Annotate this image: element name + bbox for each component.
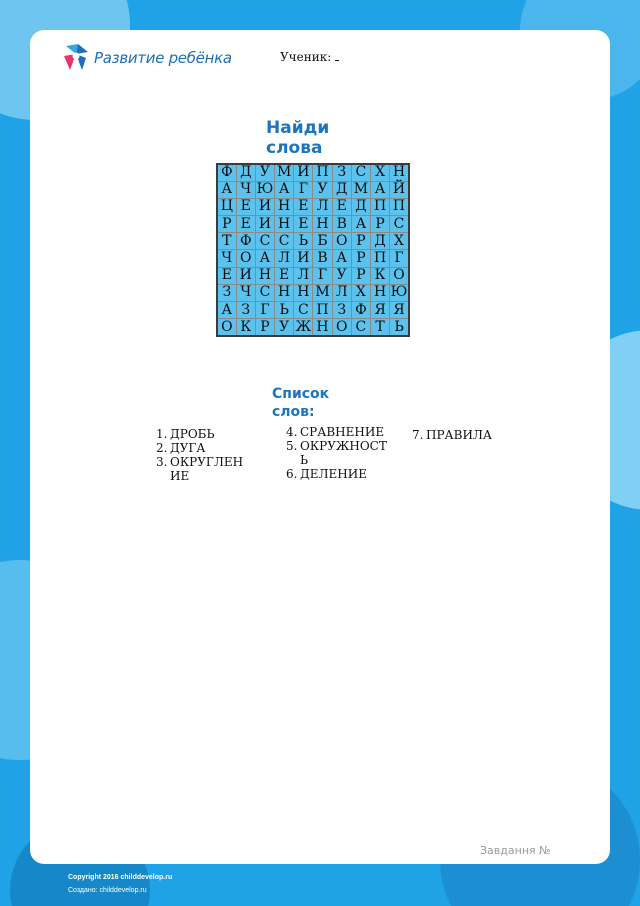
grid-cell[interactable]: А <box>351 216 370 233</box>
grid-cell[interactable]: А <box>217 181 236 198</box>
grid-cell[interactable]: Г <box>294 181 313 198</box>
grid-cell[interactable]: Ч <box>236 284 255 301</box>
grid-row <box>217 284 409 301</box>
puzzle-title: Найди слова <box>266 118 330 158</box>
student-name-input[interactable] <box>335 60 339 61</box>
grid-row <box>217 250 409 267</box>
grid-cell[interactable]: Р <box>351 267 370 284</box>
grid-cell[interactable]: О <box>332 319 351 336</box>
grid-cell[interactable]: Б <box>313 233 332 250</box>
grid-cell[interactable]: Я <box>390 302 409 319</box>
grid-cell[interactable]: Н <box>275 284 294 301</box>
grid-cell[interactable]: В <box>313 250 332 267</box>
grid-cell[interactable]: Ц <box>217 198 236 215</box>
grid-cell[interactable]: С <box>390 216 409 233</box>
grid-cell[interactable]: Ч <box>217 250 236 267</box>
grid-row <box>217 181 409 198</box>
grid-cell[interactable]: Е <box>275 267 294 284</box>
word-list-item <box>156 441 252 455</box>
grid-cell[interactable]: П <box>371 198 390 215</box>
grid-cell[interactable]: З <box>217 284 236 301</box>
grid-cell[interactable]: У <box>275 319 294 336</box>
grid-cell[interactable]: З <box>332 302 351 319</box>
grid-cell[interactable]: Г <box>255 302 274 319</box>
grid-cell[interactable]: Н <box>275 198 294 215</box>
word-text: ДЕЛЕНИЕ <box>300 467 367 481</box>
grid-cell[interactable]: П <box>390 198 409 215</box>
grid-cell[interactable]: Д <box>351 198 370 215</box>
grid-cell[interactable]: Р <box>217 216 236 233</box>
grid-cell[interactable]: У <box>313 181 332 198</box>
word-text: ДУГА <box>170 441 206 455</box>
grid-cell[interactable]: Х <box>371 164 390 181</box>
word-number: 2. <box>156 441 168 455</box>
grid-cell[interactable]: А <box>332 250 351 267</box>
student-field <box>280 50 339 64</box>
grid-row <box>217 216 409 233</box>
grid-cell[interactable]: Д <box>236 164 255 181</box>
grid-cell[interactable]: И <box>294 164 313 181</box>
grid-row <box>217 319 409 336</box>
star-logo-icon <box>62 44 90 72</box>
word-number: 6. <box>286 467 298 481</box>
grid-cell[interactable]: Х <box>351 284 370 301</box>
grid-cell[interactable]: Ь <box>294 233 313 250</box>
word-number: 3. <box>156 455 168 469</box>
grid-cell[interactable]: Л <box>332 284 351 301</box>
grid-cell[interactable]: Н <box>275 216 294 233</box>
word-text: ОКРУГЛЕНИЕ <box>170 455 244 483</box>
word-list-title: Список слов: <box>272 386 330 420</box>
word-list-item <box>286 467 390 481</box>
grid-cell[interactable]: Р <box>351 233 370 250</box>
grid-cell[interactable]: Ф <box>236 233 255 250</box>
grid-cell[interactable]: П <box>313 302 332 319</box>
word-search-grid <box>216 163 410 337</box>
word-list-item <box>156 427 252 441</box>
word-list-column-1 <box>156 427 252 483</box>
grid-cell[interactable]: Ч <box>236 181 255 198</box>
grid-cell[interactable]: С <box>351 164 370 181</box>
grid-cell[interactable]: Ж <box>295 318 312 335</box>
grid-cell[interactable]: Ф <box>217 164 236 181</box>
grid-cell[interactable]: М <box>275 164 294 181</box>
grid-cell[interactable]: К <box>236 319 255 336</box>
grid-cell[interactable]: А <box>371 181 390 198</box>
grid-cell[interactable]: Н <box>371 284 390 301</box>
grid-cell[interactable]: П <box>371 250 390 267</box>
grid-cell[interactable]: Л <box>313 198 332 215</box>
grid-cell[interactable]: С <box>275 233 294 250</box>
word-number: 5. <box>286 439 298 453</box>
grid-cell[interactable]: И <box>294 250 313 267</box>
word-list-item <box>156 455 252 483</box>
grid-cell[interactable]: Т <box>371 319 390 336</box>
grid-cell[interactable]: Ю <box>256 181 274 198</box>
word-number: 4. <box>286 425 298 439</box>
grid-row <box>217 267 409 284</box>
word-number: 7. <box>412 428 424 442</box>
grid-cell[interactable]: Н <box>313 216 332 233</box>
grid-row <box>217 233 409 250</box>
grid-cell[interactable]: Х <box>390 233 409 250</box>
grid-cell[interactable]: З <box>236 302 255 319</box>
grid-cell[interactable]: О <box>390 267 409 284</box>
grid-cell[interactable]: Е <box>236 216 255 233</box>
grid-row <box>217 198 409 215</box>
grid-cell[interactable]: У <box>255 164 274 181</box>
grid-cell[interactable]: М <box>313 284 332 301</box>
grid-cell[interactable]: И <box>255 198 274 215</box>
grid-cell[interactable]: Е <box>217 267 236 284</box>
grid-cell[interactable]: О <box>332 233 351 250</box>
grid-cell[interactable]: Я <box>371 302 390 319</box>
logo-text: Развитие ребёнка <box>94 49 232 67</box>
grid-cell[interactable]: Л <box>294 267 313 284</box>
word-number: 1. <box>156 427 168 441</box>
grid-cell[interactable]: С <box>255 233 274 250</box>
word-list-column-3 <box>412 428 498 442</box>
grid-cell[interactable]: Н <box>255 267 274 284</box>
grid-cell[interactable]: А <box>275 181 294 198</box>
grid-cell[interactable]: Р <box>351 250 370 267</box>
grid-cell[interactable]: Л <box>275 250 294 267</box>
word-text: ОКРУЖНОСТЬ <box>300 439 387 467</box>
grid-cell[interactable]: Т <box>217 233 236 250</box>
grid-cell[interactable]: Р <box>255 319 274 336</box>
word-text: ДРОБЬ <box>170 427 215 441</box>
grid-cell[interactable]: Н <box>390 164 409 181</box>
word-list-item <box>286 439 390 467</box>
grid-cell[interactable]: И <box>236 267 255 284</box>
grid-cell[interactable]: А <box>217 302 236 319</box>
grid-cell[interactable]: К <box>371 267 390 284</box>
grid-cell[interactable]: А <box>255 250 274 267</box>
grid-cell[interactable]: Ф <box>351 302 370 319</box>
student-label: Ученик: <box>280 50 332 64</box>
grid-cell[interactable]: Е <box>332 198 351 215</box>
grid-cell[interactable]: Д <box>371 233 390 250</box>
task-number-label: Завдання № <box>480 844 551 857</box>
grid-cell[interactable]: И <box>255 216 274 233</box>
created-by-text: Создано: childdevelop.ru <box>68 887 147 894</box>
grid-cell[interactable]: Ю <box>390 284 408 301</box>
grid-cell[interactable]: З <box>332 164 351 181</box>
grid-cell[interactable]: Ь <box>390 319 409 336</box>
grid-cell[interactable]: Г <box>313 267 332 284</box>
grid-cell[interactable]: П <box>313 164 332 181</box>
word-list-item <box>286 425 390 439</box>
word-list-item <box>412 428 498 442</box>
grid-cell[interactable]: Е <box>294 198 313 215</box>
grid-cell[interactable]: С <box>294 302 313 319</box>
grid-cell[interactable]: Н <box>313 319 332 336</box>
word-text: СРАВНЕНИЕ <box>300 425 385 439</box>
grid-cell[interactable]: Н <box>294 284 313 301</box>
grid-cell[interactable]: Е <box>236 198 255 215</box>
grid-cell[interactable]: О <box>217 319 236 336</box>
grid-cell[interactable]: С <box>255 284 274 301</box>
grid-cell[interactable]: Г <box>390 250 409 267</box>
grid-cell[interactable]: С <box>351 319 370 336</box>
grid-cell[interactable]: Ь <box>275 302 294 319</box>
grid-cell[interactable]: Р <box>371 216 390 233</box>
copyright-text: Copyright 2016 childdevelop.ru <box>68 874 173 881</box>
word-list-column-2 <box>286 425 390 481</box>
grid-cell[interactable]: М <box>351 181 370 198</box>
word-text: ПРАВИЛА <box>426 428 493 442</box>
grid-cell[interactable]: Д <box>332 181 351 198</box>
worksheet <box>30 30 610 864</box>
grid-cell[interactable]: Й <box>390 181 409 198</box>
grid-row <box>217 302 409 319</box>
grid-row <box>217 164 409 181</box>
brand-logo <box>62 44 232 72</box>
grid-cell[interactable]: В <box>332 216 351 233</box>
grid-cell[interactable]: О <box>236 250 255 267</box>
grid-cell[interactable]: У <box>332 267 351 284</box>
grid-cell[interactable]: Е <box>294 216 313 233</box>
